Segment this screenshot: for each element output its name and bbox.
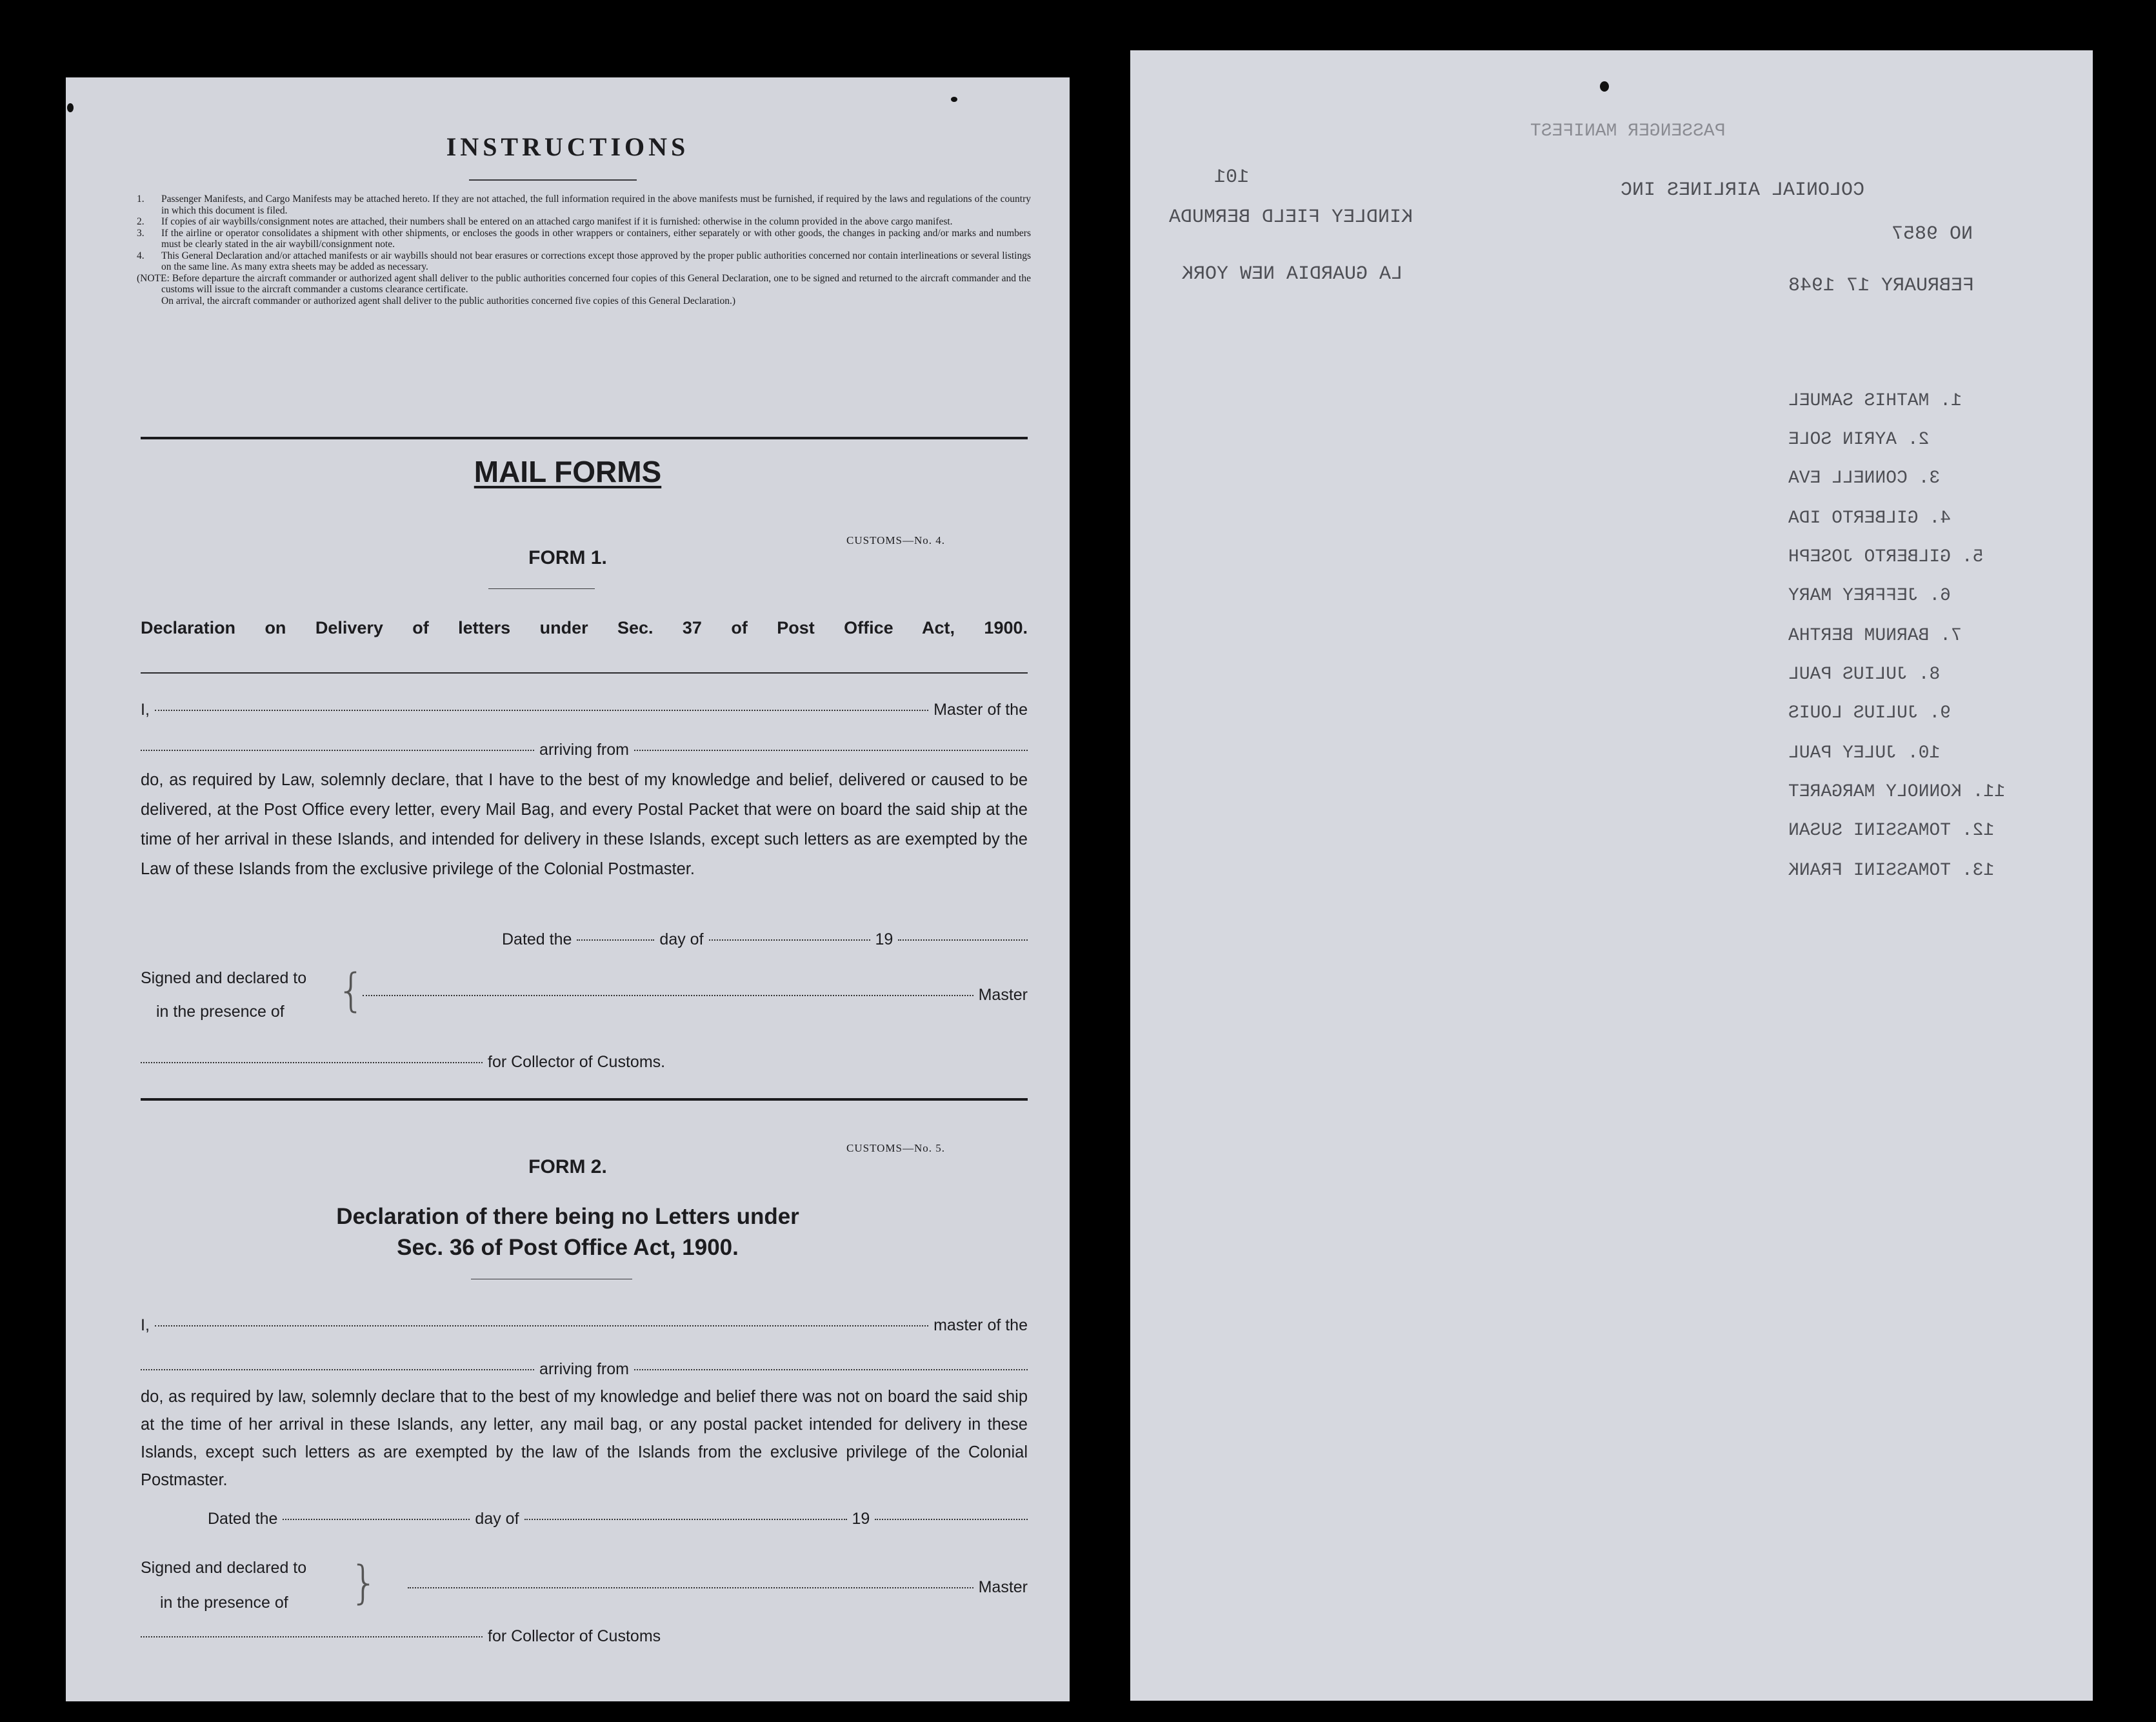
ink-speck bbox=[1600, 81, 1609, 92]
passenger-row: 9. JULIUS LOUIS bbox=[1788, 703, 1951, 723]
year-label: 19 bbox=[875, 930, 893, 948]
passenger-manifest-page bbox=[1130, 50, 2093, 1701]
year-label: 19 bbox=[852, 1510, 870, 1528]
form2-body: do, as required by law, solemnly declare that to the best of my knowledge and belief there was not on board the said ship at the time of her arrival in these Islands, any letter, any mail bag, or any postal packet intended for delivery in these Islands, except such letters as are exempted by the law of the Islands from the exclusive privilege of the Colonial Postmaster. bbox=[141, 1388, 1028, 1489]
form1-master-of-label: Master of the bbox=[933, 701, 1028, 719]
day-of-label: day of bbox=[659, 930, 704, 948]
master-name-field[interactable] bbox=[155, 1325, 928, 1327]
flight-number: 101 bbox=[1214, 166, 1250, 188]
instruction-item: 1. Passenger Manifests, and Cargo Manifests may be attached hereto. If they are not attached, the full information required in the above manifests must be furnished, if required by the laws and regulations of the country in which this document is filed. bbox=[137, 194, 1031, 216]
instruction-item: 2. If copies of air waybills/consignment notes are attached, their numbers shall be entered on an attached cargo manifest if it is furnished: otherwise in the column provided in the above cargo manifest. bbox=[137, 216, 953, 227]
form2-i-label: I, bbox=[141, 1316, 150, 1334]
day-field[interactable] bbox=[577, 939, 654, 941]
form1-arriving-line bbox=[141, 741, 1028, 759]
ship-name-field[interactable] bbox=[141, 750, 534, 751]
passenger-row: 12. TOMASSINI SUSAN bbox=[1788, 821, 1995, 841]
day-field[interactable] bbox=[283, 1519, 470, 1520]
passenger-row: 10. JULEY PAUL bbox=[1788, 743, 1941, 763]
arriving-from-field[interactable] bbox=[634, 750, 1028, 751]
form2-arriving-label: arriving from bbox=[539, 1360, 629, 1378]
ink-speck bbox=[67, 103, 74, 112]
form1-customs-number: CUSTOMS—No. 4. bbox=[846, 534, 946, 546]
mail-forms-page bbox=[66, 77, 1070, 1701]
month-field[interactable] bbox=[709, 939, 870, 941]
collector-field[interactable] bbox=[141, 1636, 483, 1637]
form2-master-line bbox=[141, 1316, 1028, 1335]
form1-i-label: I, bbox=[141, 701, 150, 719]
form2-customs-number: CUSTOMS—No. 5. bbox=[846, 1142, 946, 1154]
passenger-row: 7. BARNUM BERTHA bbox=[1788, 626, 1962, 646]
form1-date-line bbox=[502, 930, 1028, 949]
form2-declaration-line2: Sec. 36 of Post Office Act, 1900. bbox=[397, 1235, 739, 1260]
passenger-row: 2. AYRIN SOLE bbox=[1788, 430, 1930, 450]
manifest-number: NO 9857 bbox=[1891, 223, 1973, 245]
collector-label: for Collector of Customs. bbox=[488, 1053, 666, 1071]
title-underline bbox=[469, 179, 637, 181]
day-of-label: day of bbox=[475, 1510, 519, 1528]
instructions-title: INSTRUCTIONS bbox=[446, 132, 690, 161]
form1-signed-label: Signed and declared to bbox=[141, 969, 307, 987]
manifest-heading: PASSENGER MANIFEST bbox=[1530, 121, 1726, 141]
form1-declaration: Declaration on Delivery of letters under Sec. 37 of Post Office Act, 1900. bbox=[141, 618, 1028, 637]
dated-the-label: Dated the bbox=[208, 1510, 278, 1528]
passenger-row: 11. KONNOLY MARGARET bbox=[1788, 782, 2006, 802]
passenger-row: 5. GILBERTO JOSEPH bbox=[1788, 547, 1984, 567]
form1-title-rule bbox=[488, 588, 595, 589]
form1-title: FORM 1. bbox=[528, 547, 607, 568]
form2-collector-line bbox=[141, 1627, 750, 1646]
passenger-row: 8. JULIUS PAUL bbox=[1788, 665, 1941, 685]
form1-signature-line bbox=[363, 986, 1028, 1005]
instructions-list bbox=[137, 194, 1031, 306]
form1-master-line bbox=[141, 701, 1028, 719]
year-field[interactable] bbox=[898, 939, 1028, 941]
airline-name: COLONIAL AIRLINES INC bbox=[1621, 179, 1865, 201]
form2-signature-line bbox=[408, 1578, 1028, 1597]
month-field[interactable] bbox=[524, 1519, 847, 1520]
form2-master-of-label: master of the bbox=[933, 1316, 1028, 1334]
instruction-note-2: On arrival, the aircraft commander or authorized agent shall deliver to the public authorities concerned five copies of this General Declaration.) bbox=[161, 295, 736, 306]
arrival-field: LA GUARDIA NEW YORK bbox=[1182, 263, 1403, 285]
form2-declaration-line1: Declaration of there being no Letters under bbox=[336, 1204, 799, 1229]
collector-label: for Collector of Customs bbox=[488, 1627, 661, 1645]
instruction-item: 3. If the airline or operator consolidates a shipment with other shipments, or encloses the goods in other wrappers or containers, either separately or with other goods, the changes in packing and/or marks and numbers must be clearly stated in the air waybill/consignment note. bbox=[137, 227, 1031, 250]
form2-arriving-line bbox=[141, 1360, 1028, 1379]
passenger-row: 3. CONNELL EVA bbox=[1788, 468, 1941, 488]
passenger-row: 13. TOMASSINI FRANK bbox=[1788, 861, 1995, 881]
form1-rule bbox=[141, 672, 1028, 674]
form2-signed-label: Signed and declared to bbox=[141, 1559, 307, 1577]
form2-date-line bbox=[208, 1510, 1028, 1528]
ship-name-field[interactable] bbox=[141, 1369, 534, 1370]
ink-speck bbox=[951, 97, 957, 102]
signature-field[interactable] bbox=[408, 1587, 973, 1588]
brace: } bbox=[350, 1556, 379, 1609]
passenger-row: 4. GILBERTO IDA bbox=[1788, 508, 1951, 528]
form2-presence-label: in the presence of bbox=[160, 1594, 288, 1612]
master-name-field[interactable] bbox=[155, 710, 928, 711]
form1-presence-label: in the presence of bbox=[156, 1003, 284, 1021]
collector-field[interactable] bbox=[141, 1062, 483, 1063]
section-divider bbox=[141, 437, 1028, 439]
form1-collector-line bbox=[141, 1053, 721, 1072]
departure-field: KINDLEY FIELD BERMUDA bbox=[1169, 206, 1413, 228]
master-label: Master bbox=[978, 1578, 1028, 1596]
form2-declaration bbox=[66, 1201, 1070, 1263]
year-field[interactable] bbox=[875, 1519, 1028, 1520]
mail-forms-title: MAIL FORMS bbox=[474, 455, 662, 488]
arriving-from-field[interactable] bbox=[634, 1369, 1028, 1370]
manifest-date: FEBRUARY 17 1948 bbox=[1788, 275, 1975, 297]
section-divider bbox=[141, 1098, 1028, 1101]
dated-the-label: Dated the bbox=[502, 930, 572, 948]
form1-body: do, as required by Law, solemnly declare, that I have to the best of my knowledge and belief, delivered or caused to be delivered, at the Post Office every letter, every Mail Bag, and every Postal Packet that were on board the said ship at the time of her arrival in these Islands, and intended for delivery in these Islands, except such letters as are exempted by the Law of these Islands from the exclusive privilege of the Colonial Postmaster. bbox=[141, 771, 1028, 878]
passenger-row: 6. JEFFREY MARY bbox=[1788, 586, 1951, 606]
signature-field[interactable] bbox=[363, 995, 973, 996]
master-label: Master bbox=[978, 986, 1028, 1004]
form2-title: FORM 2. bbox=[528, 1156, 607, 1177]
passenger-row: 1. MATHIS SAMUEL bbox=[1788, 391, 1962, 411]
instruction-note: (NOTE: Before departure the aircraft commander or authorized agent shall deliver to the public authorities concerned four copies of this General Declaration, one to be signed and returned to the aircraft commander and the customs will issue to the aircraft commander a customs clearance certificate. bbox=[137, 272, 1031, 295]
instruction-item: 4. This General Declaration and/or attached manifests or air waybills should not bear erasures or corrections except those approved by the proper public authorities concerned nor contain interlineations or several listings on the same line. As many extra sheets may be added as necessary. bbox=[137, 250, 1031, 272]
form1-arriving-label: arriving from bbox=[539, 741, 629, 759]
brace: { bbox=[337, 964, 366, 1017]
